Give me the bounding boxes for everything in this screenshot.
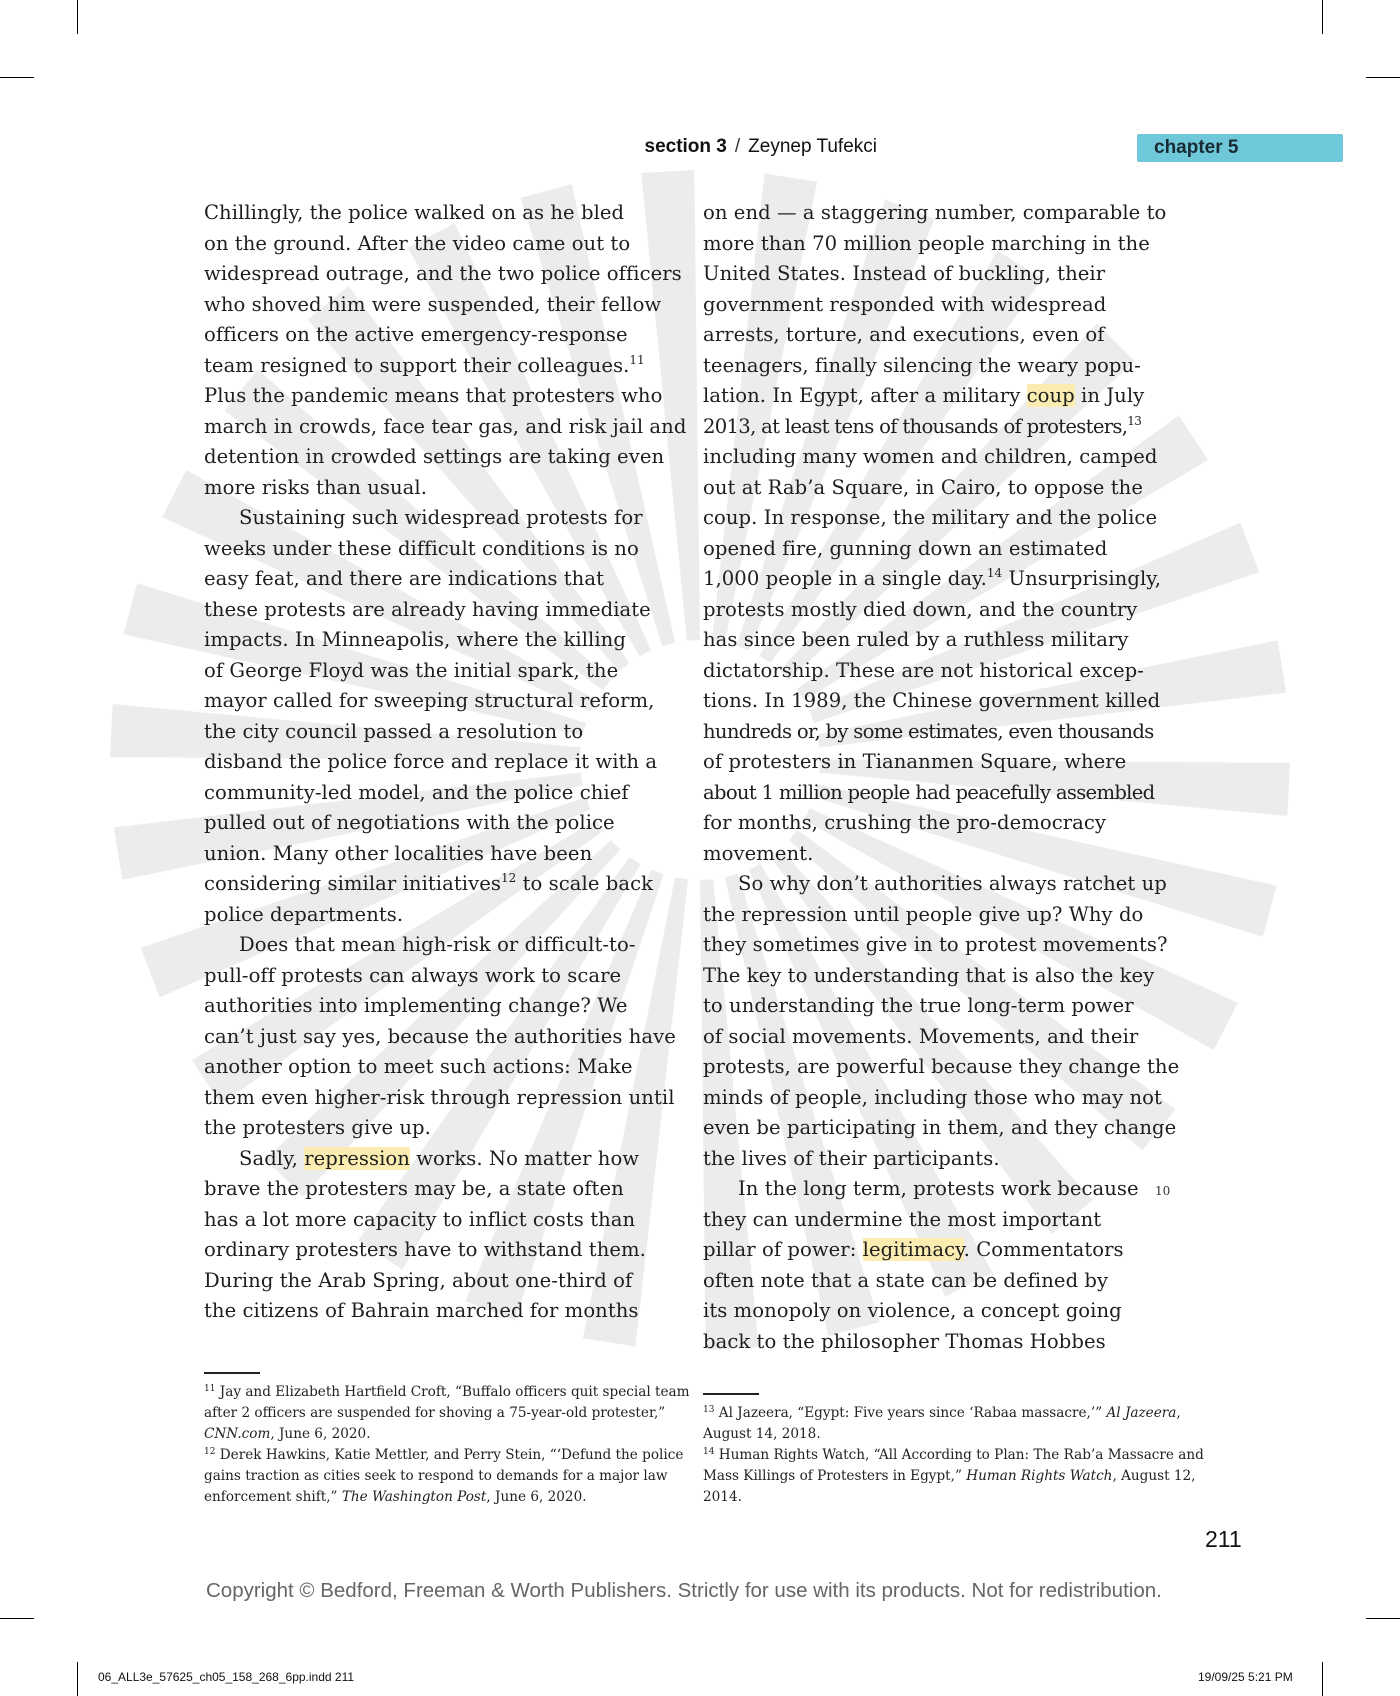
footnote-marker: 12 (204, 1447, 216, 1457)
footnote-reference: 13 (1127, 413, 1142, 428)
text-run: Mass Killings of Protesters in Egypt,” (703, 1468, 967, 1484)
text-run: protests, are powerful because they change the (703, 1055, 1180, 1078)
text-line (204, 381, 674, 412)
text-line (703, 1235, 1173, 1266)
text-run: Derek Hawkins, Katie Mettler, and Perry Stein, “‘Defund the police (215, 1447, 684, 1463)
text-line (204, 869, 674, 900)
text-run: , June 6, 2020. (486, 1489, 587, 1505)
text-run: movement. (703, 841, 814, 865)
text-run: Al Jazeera, “Egypt: Five years since ‘Rabaa massacre,’” (714, 1405, 1107, 1421)
text-run: in July (1074, 384, 1145, 407)
text-line (703, 503, 1173, 534)
text-line (703, 991, 1173, 1022)
text-run: more risks than usual. (204, 475, 428, 499)
text-run: the lives of their participants. (703, 1146, 1000, 1170)
text-line (703, 473, 1173, 504)
text-run: to understanding the true long-term power (703, 994, 1134, 1017)
text-run: these protests are already having immediate (204, 597, 651, 621)
text-line (703, 534, 1173, 565)
text-run: coup. In response, the military and the police (703, 506, 1158, 529)
text-run: march in crowds, face tear gas, and risk jail and (204, 414, 687, 438)
text-line (703, 625, 1173, 656)
text-run: opened fire, gunning down an estimated (703, 536, 1108, 560)
text-run: mayor called for sweeping structural reform, (204, 689, 655, 712)
italic-title: Human Rights Watch (966, 1468, 1113, 1484)
highlighted-term: repression (304, 1146, 410, 1170)
text-run: In the long term, protests work because (738, 1177, 1139, 1200)
text-run: hundreds or, by some estimates, even thousands (703, 719, 1154, 743)
text-line (204, 1113, 674, 1144)
footnote-reference: 11 (629, 352, 645, 367)
text-line (703, 564, 1173, 595)
text-run: authorities into implementing change? We (204, 994, 628, 1017)
text-run: the protesters give up. (204, 1116, 431, 1139)
text-line (204, 1052, 674, 1083)
text-run: of George Floyd was the initial spark, the (204, 658, 619, 682)
text-run: for months, crushing the pro-democracy (703, 811, 1107, 834)
text-run: detention in crowded settings are taking even (204, 445, 665, 468)
text-run: enforcement shift,” (204, 1489, 342, 1505)
text-run: Sustaining such widespread protests for (239, 506, 643, 529)
footnote-line (703, 1466, 1204, 1487)
text-run: teenagers, finally silencing the weary popu- (703, 353, 1141, 377)
running-header (0, 132, 1343, 162)
text-run: government responded with widespread (703, 292, 1107, 316)
text-line (204, 1144, 674, 1175)
text-run: 1,000 people in a single day. (703, 567, 987, 590)
text-run: even be participating in them, and they change (703, 1116, 1177, 1139)
footnote-reference: 12 (500, 871, 517, 885)
footnote-line (204, 1466, 690, 1487)
text-run: So why don’t authorities always ratchet up (738, 872, 1167, 895)
text-run: including many women and children, camped (703, 445, 1158, 468)
text-run: 2013, at least tens of thousands of protesters, (703, 414, 1128, 438)
text-run: easy feat, and there are indications that (204, 567, 604, 590)
text-line (204, 534, 674, 565)
text-line (703, 1113, 1177, 1144)
text-run: has since been ruled by a ruthless military (703, 628, 1129, 651)
text-line (703, 351, 1173, 382)
text-line (703, 381, 1173, 412)
text-run: police departments. (204, 902, 404, 926)
footnote-line (204, 1487, 690, 1508)
copyright-notice: Copyright © Bedford, Freeman & Worth Publishers. Strictly for use with its products. Not for redistribution. (206, 1579, 1162, 1602)
text-line (204, 290, 674, 321)
text-line (204, 991, 674, 1022)
text-line (204, 351, 674, 382)
text-run: minds of people, including those who may not (703, 1085, 1162, 1109)
text-line (703, 1266, 1173, 1297)
footnote-marker: 11 (204, 1384, 216, 1394)
text-line (204, 1296, 674, 1327)
text-run: Chillingly, the police walked on as he bled (204, 201, 625, 224)
text-run: the repression until people give up? Why do (703, 902, 1144, 926)
text-run: they can undermine the most important (703, 1207, 1102, 1231)
text-line (204, 503, 674, 534)
text-run: out at Rab’a Square, in Cairo, to oppose the (703, 475, 1143, 499)
text-run: on the ground. After the video came out to (204, 231, 631, 255)
text-line (204, 1083, 674, 1114)
text-line (204, 961, 674, 992)
text-line (204, 747, 674, 778)
text-run: Unsurprisingly, (1002, 567, 1162, 590)
highlighted-term: coup (1026, 384, 1075, 407)
text-line (703, 808, 1173, 839)
text-line (204, 412, 687, 443)
text-line (703, 961, 1173, 992)
text-line (703, 778, 1173, 809)
text-run: Jay and Elizabeth Hartfield Croft, “Buffalo officers quit special team (215, 1384, 690, 1400)
header-section-author (645, 136, 878, 158)
slug-timestamp: 19/09/25 5:21 PM (1198, 1670, 1293, 1684)
text-line (703, 229, 1173, 260)
footnote-line (204, 1445, 690, 1466)
text-line (703, 747, 1173, 778)
left-text-column (204, 198, 687, 1327)
text-line (703, 1296, 1173, 1327)
text-run: widespread outrage, and the two police officers (204, 262, 682, 285)
text-line (703, 259, 1173, 290)
text-line (703, 1174, 1173, 1205)
text-line (204, 1266, 674, 1297)
footnote-reference: 14 (986, 566, 1003, 580)
text-run: brave the protesters may be, a state often (204, 1177, 624, 1200)
text-line (204, 320, 674, 351)
text-line (204, 564, 674, 595)
text-line (703, 869, 1173, 900)
text-run: , June 6, 2020. (270, 1426, 371, 1442)
text-run: team resigned to support their colleagues. (204, 353, 630, 377)
text-run: the city council passed a resolution to (204, 719, 584, 743)
footnote-line (204, 1382, 690, 1403)
text-run: weeks under these difficult conditions is no (204, 536, 639, 560)
text-run: after 2 officers are suspended for shoving a 75-year-old protester,” (204, 1405, 666, 1421)
text-run: of social movements. Movements, and their (703, 1024, 1139, 1048)
text-run: the citizens of Bahrain marched for months (204, 1299, 639, 1322)
footnotes-right (703, 1403, 1204, 1508)
text-run: gains traction as cities seek to respond to demands for a major law (204, 1468, 668, 1484)
header-author: Zeynep Tufekci (748, 136, 877, 157)
text-line (204, 625, 674, 656)
header-section: section 3 (644, 136, 727, 157)
text-run: back to the philosopher Thomas Hobbes (703, 1329, 1106, 1353)
text-run: can’t just say yes, because the authorities have (204, 1024, 676, 1048)
line-number: 10 (1155, 1184, 1171, 1198)
text-line (204, 1235, 674, 1266)
text-line (204, 473, 674, 504)
text-run: more than 70 million people marching in the (703, 231, 1150, 255)
text-run: them even higher-risk through repression until (204, 1085, 675, 1109)
text-run: to scale back (516, 872, 654, 895)
text-line (204, 930, 674, 961)
footnote-line (204, 1424, 690, 1445)
footnote-rule (703, 1393, 759, 1395)
text-line (703, 1083, 1173, 1114)
text-line (703, 839, 1173, 870)
text-run: disband the police force and replace it with a (204, 750, 658, 773)
text-run: United States. Instead of buckling, their (703, 262, 1106, 285)
text-run: works. No matter how (409, 1146, 640, 1170)
text-run: they sometimes give in to protest movements? (703, 933, 1168, 956)
text-line (204, 198, 674, 229)
text-run: During the Arab Spring, about one-third of (204, 1268, 633, 1292)
text-line (204, 808, 674, 839)
right-text-column (703, 198, 1180, 1357)
text-line (204, 259, 682, 290)
text-line (703, 1052, 1180, 1083)
text-run: on end — a staggering number, comparable to (703, 201, 1167, 224)
text-run: pull-off protests can always work to scare (204, 963, 622, 987)
footnotes-left (204, 1382, 690, 1508)
text-line (703, 412, 1173, 443)
text-line (703, 290, 1173, 321)
text-line (204, 900, 674, 931)
text-line (204, 656, 674, 687)
text-run: dictatorship. These are not historical excep- (703, 658, 1144, 682)
text-run: , August 12, (1112, 1468, 1196, 1484)
text-line (703, 900, 1173, 931)
text-line (703, 930, 1173, 961)
italic-title: The Washington Post (341, 1489, 487, 1505)
text-line (703, 656, 1173, 687)
text-run: officers on the active emergency-response (204, 323, 628, 346)
text-run: impacts. In Minneapolis, where the killing (204, 628, 626, 651)
chapter-tab: chapter 5 (1137, 134, 1343, 162)
text-run: August 14, 2018. (703, 1426, 821, 1442)
text-run: often note that a state can be defined by (703, 1268, 1109, 1292)
footnote-line (703, 1487, 1204, 1508)
text-run: Plus the pandemic means that protesters who (204, 384, 663, 407)
text-run: considering similar initiatives (204, 872, 501, 895)
text-line (703, 1327, 1173, 1358)
text-run: ordinary protesters have to withstand them. (204, 1238, 646, 1261)
text-run: The key to understanding that is also the key (703, 963, 1155, 987)
highlighted-term: legitimacy (862, 1238, 964, 1261)
text-line (204, 778, 674, 809)
text-run: union. Many other localities have been (204, 841, 593, 865)
text-run: protests mostly died down, and the country (703, 597, 1138, 621)
text-line (703, 1022, 1173, 1053)
text-run: lation. In Egypt, after a military (703, 384, 1027, 407)
text-run: about 1 million people had peacefully assembled (703, 780, 1155, 804)
text-run: another option to meet such actions: Make (204, 1055, 633, 1078)
text-line (703, 1205, 1173, 1236)
header-separator: / (734, 136, 741, 157)
text-line (204, 1205, 674, 1236)
text-run: . Commentators (963, 1238, 1124, 1261)
slug-filename: 06_ALL3e_57625_ch05_158_268_6pp.indd 211 (98, 1670, 355, 1684)
footnote-line (703, 1403, 1204, 1424)
footnote-rule (204, 1372, 260, 1374)
text-run: tions. In 1989, the Chinese government killed (703, 689, 1161, 712)
text-line (204, 1174, 674, 1205)
text-line (204, 839, 674, 870)
italic-title: CNN.com (204, 1426, 271, 1442)
text-run: Human Rights Watch, “All According to Plan: The Rab’a Massacre and (714, 1447, 1204, 1463)
text-line (703, 442, 1173, 473)
text-run: Sadly, (239, 1146, 305, 1170)
text-line (204, 686, 674, 717)
footnote-line (703, 1445, 1204, 1466)
text-run: Does that mean high-risk or difficult-to- (239, 933, 636, 956)
text-line (703, 686, 1173, 717)
text-run: who shoved him were suspended, their fellow (204, 292, 662, 316)
text-run: its monopoly on violence, a concept going (703, 1299, 1122, 1322)
text-line (204, 717, 674, 748)
footnote-line (204, 1403, 690, 1424)
text-run: pillar of power: (703, 1238, 863, 1261)
text-line (204, 1022, 674, 1053)
italic-title: Al Jazeera (1106, 1405, 1177, 1421)
footnote-marker: 14 (703, 1447, 715, 1457)
text-line (703, 717, 1173, 748)
footnote-line (703, 1424, 1204, 1445)
page-number: 211 (1205, 1526, 1242, 1552)
text-run: , (1176, 1405, 1181, 1421)
text-line (204, 595, 674, 626)
text-line (703, 1144, 1173, 1175)
text-run: arrests, torture, and executions, even of (703, 323, 1105, 346)
text-run: community-led model, and the police chief (204, 780, 629, 804)
text-line (703, 320, 1173, 351)
text-run: has a lot more capacity to inflict costs than (204, 1207, 636, 1231)
text-line (204, 442, 674, 473)
text-line (703, 595, 1173, 626)
text-run: of protesters in Tiananmen Square, where (703, 750, 1127, 773)
text-line (204, 229, 674, 260)
text-run: pulled out of negotiations with the police (204, 811, 615, 834)
text-line (703, 198, 1173, 229)
footnote-marker: 13 (703, 1405, 715, 1415)
text-run: 2014. (703, 1489, 742, 1505)
